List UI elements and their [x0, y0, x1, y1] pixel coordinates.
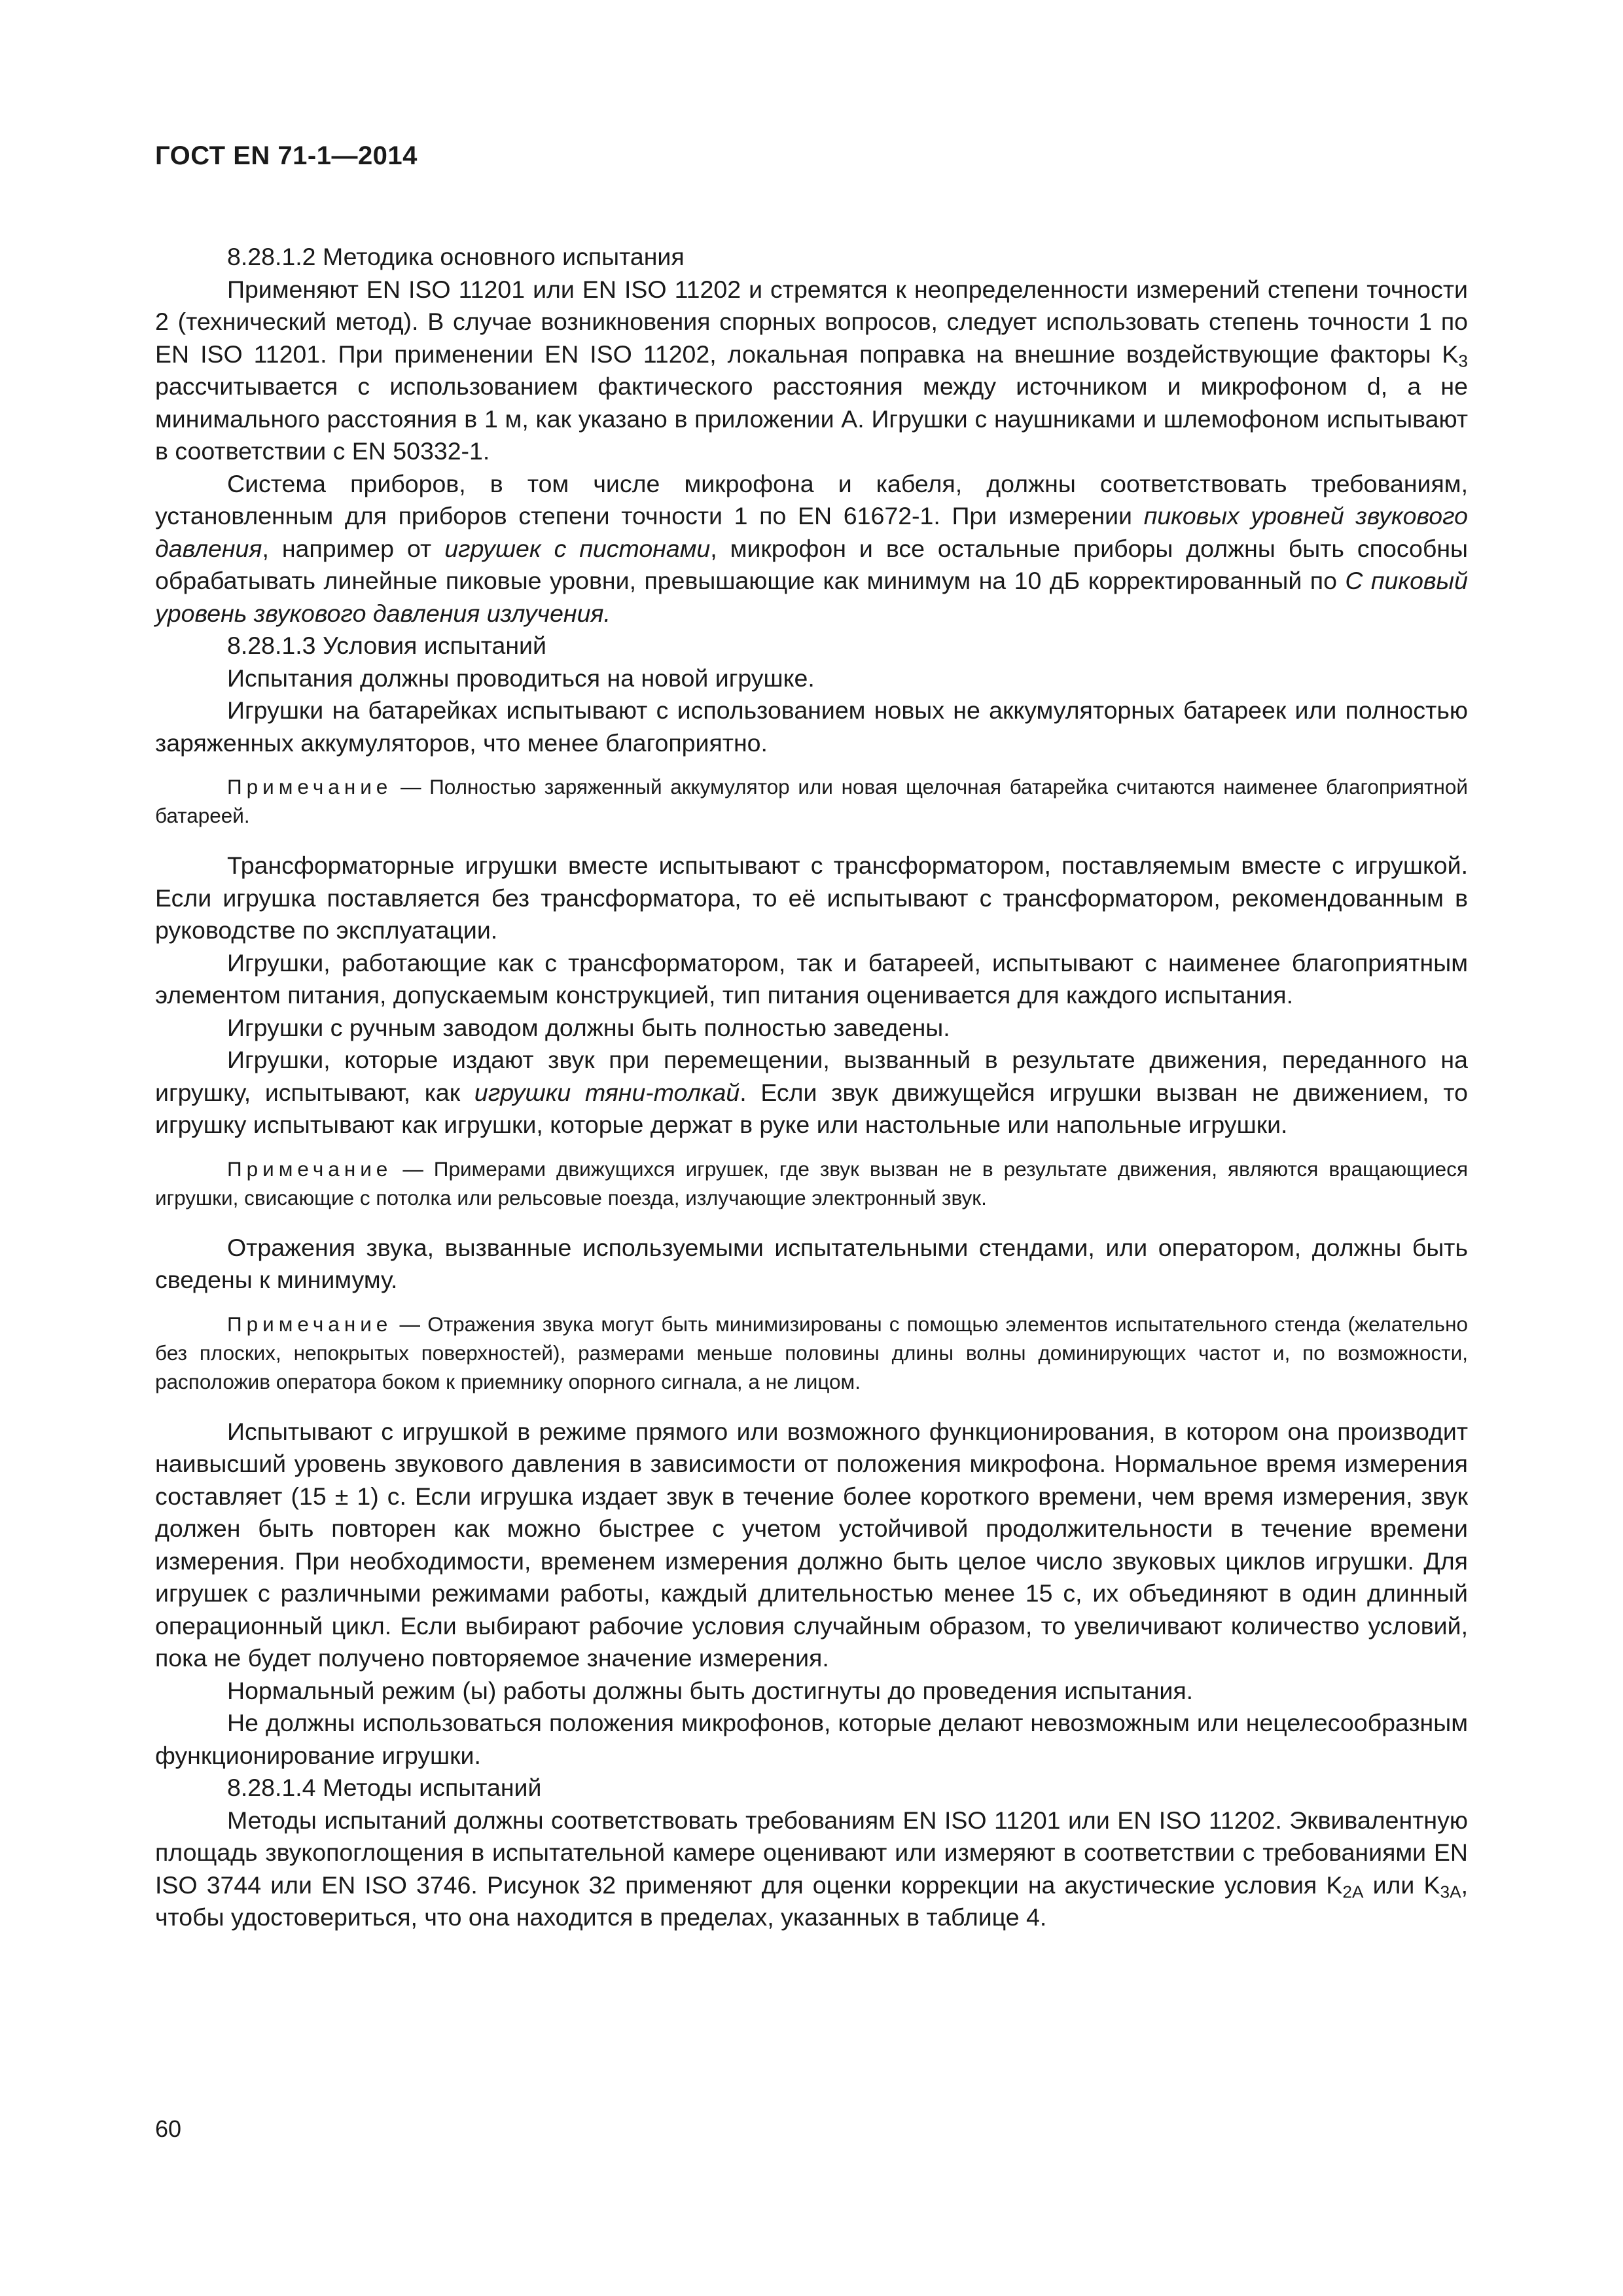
emphasis-term: игрушек с пистонами: [444, 534, 711, 562]
page-number: 60: [155, 2115, 182, 2142]
text-run: , например от: [262, 534, 445, 562]
paragraph: Испытывают с игрушкой в режиме прямого или возможного функционирования, в котором она производит наивысший уровень звукового давления в зависимости от положения микрофона. Нормальное время измерения составляет (15 ± 1) с. Если игрушка издает звук в течение более короткого времени, чем время измерения, звук должен быть повторен как можно быстрее с учетом устойчивой продолжительности в течение времени измерения. При необходимости, временем измерения должно быть целое число звуковых циклов игрушки. Для игрушек с различными режимами работы, каждый длительностью менее 15 с, их объединяют в один длинный операционный цикл. Если выбирают рабочие условия случайным образом, то увеличивают количество условий, пока не будет получено повторяемое значение измерения.: [155, 1417, 1468, 1672]
text-run: рассчитывается с использованием фактического расстояния между источником и микрофоном d, а не минимального расстояния в 1 м, как указано в приложении А. Игрушки с наушниками и шлемофоном испытывают в соответствии с EN 50332-1.: [155, 372, 1468, 465]
paragraph: [155, 468, 1468, 630]
text-run: . Если звук движущейся игрушки вызван не движением, то игрушку испытывают как игрушки, которые держат в руке или настольные или напольные игрушки.: [155, 1078, 1468, 1138]
text-run: , чтобы удостовериться, что она находится в пределах, указанных в таблице 4.: [155, 1871, 1468, 1931]
paragraph: Игрушки, работающие как с трансформатором, так и батареей, испытывают с наименее благоприятным элементом питания, допускаемым конструкцией, тип питания оценивается для каждого испытания.: [155, 948, 1468, 1009]
note-label: Примечание: [227, 1157, 393, 1181]
note: [155, 772, 1468, 830]
subscript: 3: [1458, 351, 1468, 371]
note-text: — Полностью заряженный аккумулятор или новая щелочная батарейка считаются наименее благоприятной батареей.: [155, 775, 1468, 827]
note: [155, 1310, 1468, 1396]
paragraph: Отражения звука, вызванные используемыми испытательными стендами, или оператором, должны быть сведены к минимуму.: [155, 1233, 1468, 1293]
text-run: Методы испытаний должны соответствовать требованиям EN ISO 11201 или EN ISO 11202. Эквивалентную площадь звукопоглощения в испытательной камере оценивают или измеряют в соответствии с требованиями EN ISO 3744 или EN ISO 3746. Рисунок 32 применяют для оценки коррекции на акустические условия K: [155, 1806, 1468, 1899]
text-run: или K: [1363, 1871, 1440, 1899]
paragraph: Не должны использоваться положения микрофонов, которые делают невозможным или нецелесообразным функционирование игрушки.: [155, 1709, 1468, 1769]
document-body: [155, 241, 1468, 1934]
paragraph: [155, 1044, 1468, 1141]
note-label: Примечание: [227, 775, 393, 798]
section-heading-8-28-1-4: 8.28.1.4 Методы испытаний: [227, 1774, 542, 1801]
text-run: Игрушки, которые издают звук при перемещении, вызванный в результате движения, переданного на игрушку, испытывают, как: [155, 1046, 1468, 1106]
emphasis-term: игрушки тяни-толкай: [474, 1078, 740, 1106]
text-run: Применяют EN ISO 11201 или EN ISO 11202 и стремятся к неопределенности измерений степени точности 2 (технический метод). В случае возникновения спорных вопросов, следует использовать степень точности 1 по EN ISO 11201. При применении EN ISO 11202, локальная поправка на внешние воздействующие факторы K: [155, 275, 1468, 368]
section-heading-8-28-1-2: 8.28.1.2 Методика основного испытания: [227, 243, 685, 270]
emphasis-term: пиковых уровней звукового давления: [155, 502, 1468, 562]
document-page: [155, 143, 1468, 1934]
paragraph: Нормальный режим (ы) работы должны быть достигнуты до проведения испытания.: [227, 1676, 1194, 1704]
emphasis-term: С пиковый уровень звукового давления излучения.: [155, 567, 1469, 627]
paragraph: [155, 1804, 1468, 1934]
note-text: — Отражения звука могут быть минимизированы с помощью элементов испытательного стенда (желательно без плоских, непокрытых поверхностей), размерами меньше половины длины волны доминирующих частот и, по возможности, расположив оператора боком к приемнику опорного сигнала, а не лицом.: [155, 1312, 1468, 1393]
note-label: Примечание: [227, 1312, 393, 1336]
document-header: ГОСТ EN 71-1—2014: [155, 141, 418, 170]
paragraph: Игрушки на батарейках испытывают с использованием новых не аккумуляторных батареек или полностью заряженных аккумуляторов, что менее благоприятно.: [155, 696, 1468, 757]
subscript: 2A: [1342, 1882, 1364, 1902]
note: [155, 1155, 1468, 1212]
text-run: , микрофон и все остальные приборы должны быть способны обрабатывать линейные пиковые уровни, превышающие как минимум на 10 дБ корректированный по: [155, 534, 1468, 594]
paragraph: Игрушки с ручным заводом должны быть полностью заведены.: [227, 1013, 950, 1041]
section-heading-8-28-1-3: 8.28.1.3 Условия испытаний: [227, 632, 546, 659]
subscript: 3A: [1440, 1882, 1461, 1902]
paragraph: Трансформаторные игрушки вместе испытывают с трансформатором, поставляемым вместе с игрушкой. Если игрушка поставляется без трансформатора, то её испытывают с трансформатором, рекомендованным в руководстве по эксплуатации.: [155, 852, 1468, 944]
text-run: Система приборов, в том числе микрофона и кабеля, должны соответствовать требованиям, установленным для приборов степени точности 1 по EN 61672-1. При измерении: [155, 469, 1468, 529]
paragraph: [155, 274, 1468, 468]
note-text: — Примерами движущихся игрушек, где звук вызван не в результате движения, являются вращающиеся игрушки, свисающие с потолка или рельсовые поезда, излучающие электронный звук.: [155, 1157, 1468, 1210]
paragraph: Испытания должны проводиться на новой игрушке.: [227, 664, 815, 692]
